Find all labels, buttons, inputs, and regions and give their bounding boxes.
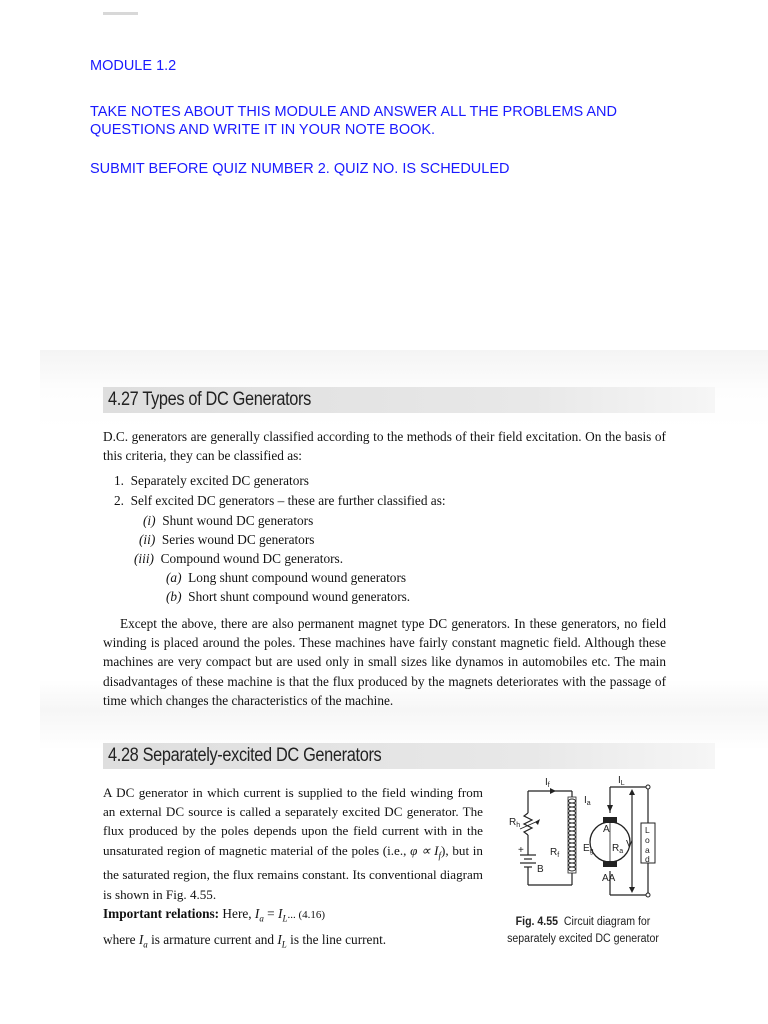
- label-ia: $I_a$: [584, 795, 591, 807]
- label-v: V: [626, 839, 633, 850]
- label-rf: $R_f$: [550, 847, 560, 859]
- label-aa: AA: [602, 873, 616, 884]
- list-item: 1. Separately excited DC generators: [114, 473, 309, 488]
- label-ra: $R_a$: [612, 843, 624, 855]
- module-title: MODULE 1.2: [90, 58, 177, 74]
- section-intro: D.C. generators are generally classified according to the methods of their field excitation. On the basis of this criteria, they can be classified as:: [103, 429, 666, 464]
- instructions-text: TAKE NOTES ABOUT THIS MODULE AND ANSWER ALL THE PROBLEMS AND QUESTIONS AND WRITE IT IN YOUR NOTE BOOK.: [90, 104, 617, 138]
- label-a: A: [603, 824, 610, 835]
- section-heading-text: 4.28 Separately-excited DC Generators: [108, 745, 382, 766]
- section-heading-4-28: [103, 743, 715, 769]
- permanent-magnet-paragraph: Except the above, there are also permanent magnet type DC generators. In these generators, no field winding is placed around the poles. These machines have fairly constant magnetic field. Although these machines are very compact but are used only in small sizes like dynamos in automobiles etc. The main disadvantages of these machine is that the flux produced by the magnets deteriorates with the passage of time which changes the characteristics of the machine.: [103, 616, 666, 708]
- section-heading-text: 4.27 Types of DC Generators: [108, 389, 311, 410]
- label-plus: +: [518, 845, 524, 856]
- submit-notice: SUBMIT BEFORE QUIZ NUMBER 2. QUIZ NO. IS SCHEDULED: [90, 161, 510, 177]
- figure-caption: Fig. 4.55 Circuit diagram for separately excited DC generator: [507, 916, 659, 945]
- important-relations: Important relations: Here, $I_a = I_L$... (4.16): [103, 906, 326, 924]
- label-il: $I_L$: [618, 775, 625, 787]
- load-letter: o: [645, 835, 650, 845]
- separately-excited-paragraph: A DC generator in which current is supplied to the field winding from an external DC source is called a separately excited DC generator. The flux produced by the poles depends upon the field current with in the unsaturated region of magnetic material of the poles (i.e., $\varphi \propto I_f$), but in the saturated region, the flux remains constant. Its conventional diagram is shown in Fig. 4.55.: [103, 785, 483, 902]
- list-item: (iii) Compound wound DC generators.: [134, 551, 344, 566]
- circuit-diagram: [500, 775, 670, 905]
- section-heading-4-27: [103, 387, 715, 413]
- list-item: 2. Self excited DC generators – these are further classified as:: [114, 493, 446, 508]
- label-if: $I_f$: [545, 777, 550, 789]
- load-letter: d: [645, 854, 650, 864]
- top-handle-bar: [103, 12, 138, 15]
- load-letter: L: [645, 825, 650, 835]
- list-item: (a) Long shunt compound wound generators: [166, 570, 407, 585]
- label-eg: $E_g$: [583, 843, 594, 855]
- load-letter: a: [645, 845, 650, 855]
- label-rh: $R_h$: [509, 817, 521, 829]
- list-item: (ii) Series wound DC generators: [139, 532, 315, 547]
- where-text: where $I_a$ is armature current and $I_L$ is the line current.: [103, 932, 387, 950]
- list-item: (i) Shunt wound DC generators: [143, 513, 314, 528]
- label-b: B: [537, 864, 544, 875]
- list-item: (b) Short shunt compound wound generators.: [166, 589, 411, 604]
